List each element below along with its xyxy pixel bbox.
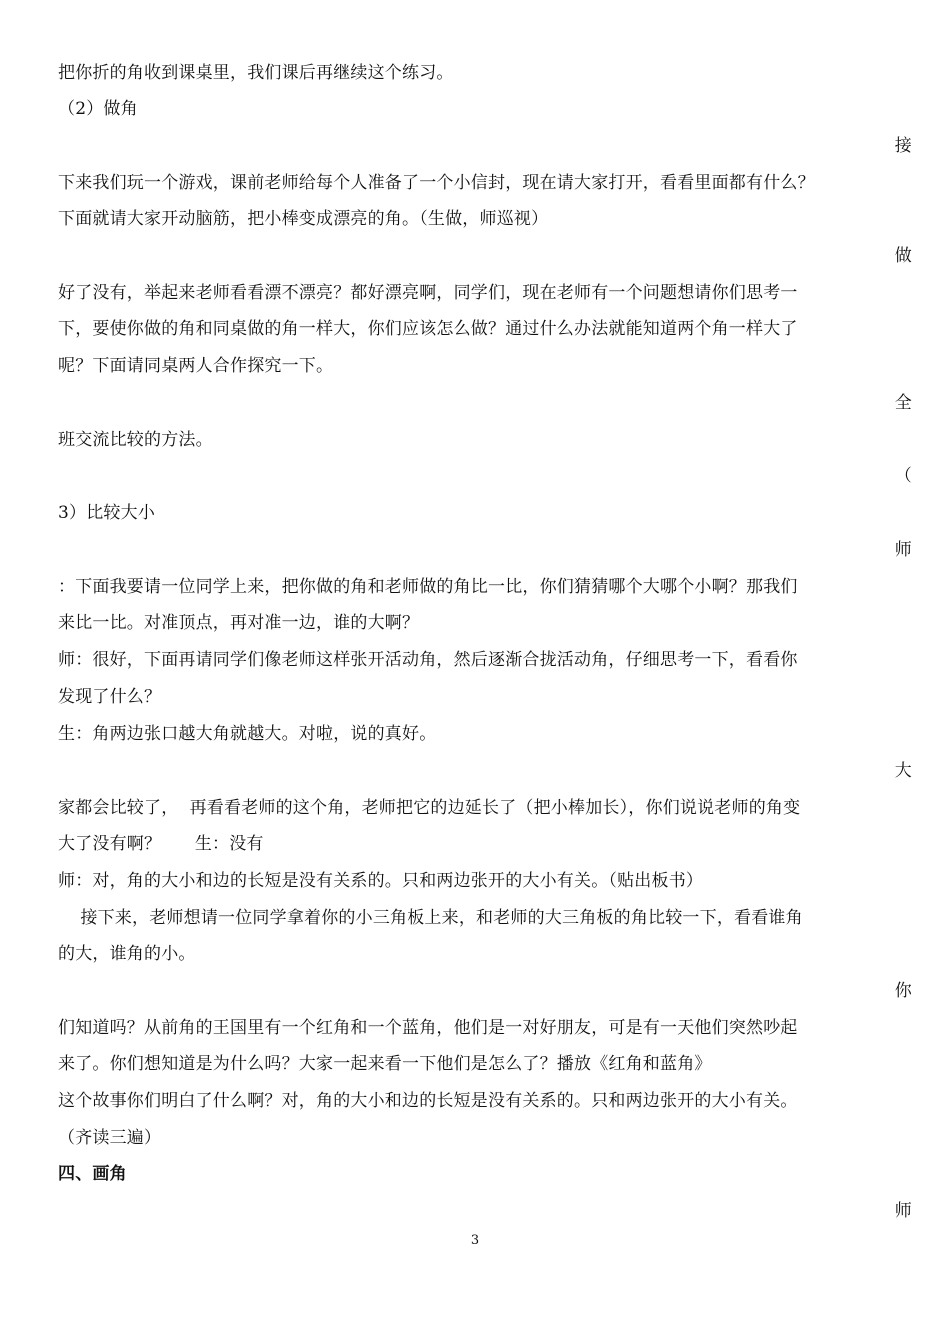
- text-line: 师：对，角的大小和边的长短是没有关系的。只和两边张开的大小有关。（贴出板书）: [58, 871, 704, 891]
- text-line: ：下面我要请一位同学上来，把你做的角和老师做的角比一比，你们猜猜哪个大哪个小啊？那我们: [58, 577, 798, 597]
- text-line: 好了没有，举起来老师看看漂不漂亮？都好漂亮啊，同学们，现在老师有一个问题想请你们思考一: [58, 283, 798, 303]
- text-line: （: [894, 466, 912, 486]
- text-line: （2）做角: [58, 99, 138, 119]
- text-line: 接下来，老师想请一位同学拿着你的小三角板上来，和老师的大三角板的角比较一下，看看谁角: [58, 908, 803, 928]
- text-line: 下面就请大家开动脑筋，把小棒变成漂亮的角。（生做，师巡视）: [58, 209, 549, 229]
- text-line: 生：角两边张口越大角就越大。对啦，说的真好。: [58, 724, 437, 744]
- section-heading: 四、画角: [58, 1164, 127, 1184]
- text-line: （齐读三遍）: [58, 1128, 162, 1148]
- text-line: 发现了什么？: [58, 687, 162, 707]
- text-line: 大了没有啊？ 生：没有: [58, 834, 264, 854]
- text-line: 班交流比较的方法。: [58, 430, 213, 450]
- text-line: 大: [894, 761, 912, 781]
- text-line: 家都会比较了， 再看看老师的这个角，老师把它的边延长了（把小棒加长），你们说说老师的角变: [58, 798, 801, 818]
- text-line: 下来我们玩一个游戏，课前老师给每个人准备了一个小信封，现在请大家打开，看看里面都有什么？: [58, 173, 815, 193]
- text-line: 的大，谁角的小。: [58, 944, 196, 964]
- text-line: 这个故事你们明白了什么啊？对，角的大小和边的长短是没有关系的。只和两边张开的大小有关。: [58, 1091, 798, 1111]
- text-line: 师：很好，下面再请同学们像老师这样张开活动角，然后逐渐合拢活动角，仔细思考一下，看看你: [58, 650, 798, 670]
- text-line: 全: [894, 393, 912, 413]
- text-line: 下，要使你做的角和同桌做的角一样大，你们应该怎么做？通过什么办法就能知道两个角一样大了: [58, 319, 798, 339]
- text-line: 们知道吗？从前角的王国里有一个红角和一个蓝角，他们是一对好朋友，可是有一天他们突然吵起: [58, 1018, 798, 1038]
- text-line: 呢？下面请同桌两人合作探究一下。: [58, 356, 334, 376]
- text-line: 来了。你们想知道是为什么吗？大家一起来看一下他们是怎么了？播放《红角和蓝角》: [58, 1054, 712, 1074]
- text-line: 师: [894, 540, 912, 560]
- page-number: 3: [470, 1233, 480, 1248]
- text-line: 接: [894, 136, 912, 156]
- text-line: 把你折的角收到课桌里，我们课后再继续这个练习。: [58, 63, 454, 83]
- text-line: 3）比较大小: [58, 503, 156, 523]
- text-line: 做: [894, 246, 912, 266]
- text-line: 来比一比。对准顶点，再对准一边，谁的大啊？: [58, 613, 420, 633]
- text-line: 你: [894, 981, 912, 1001]
- text-line: 师: [894, 1201, 912, 1221]
